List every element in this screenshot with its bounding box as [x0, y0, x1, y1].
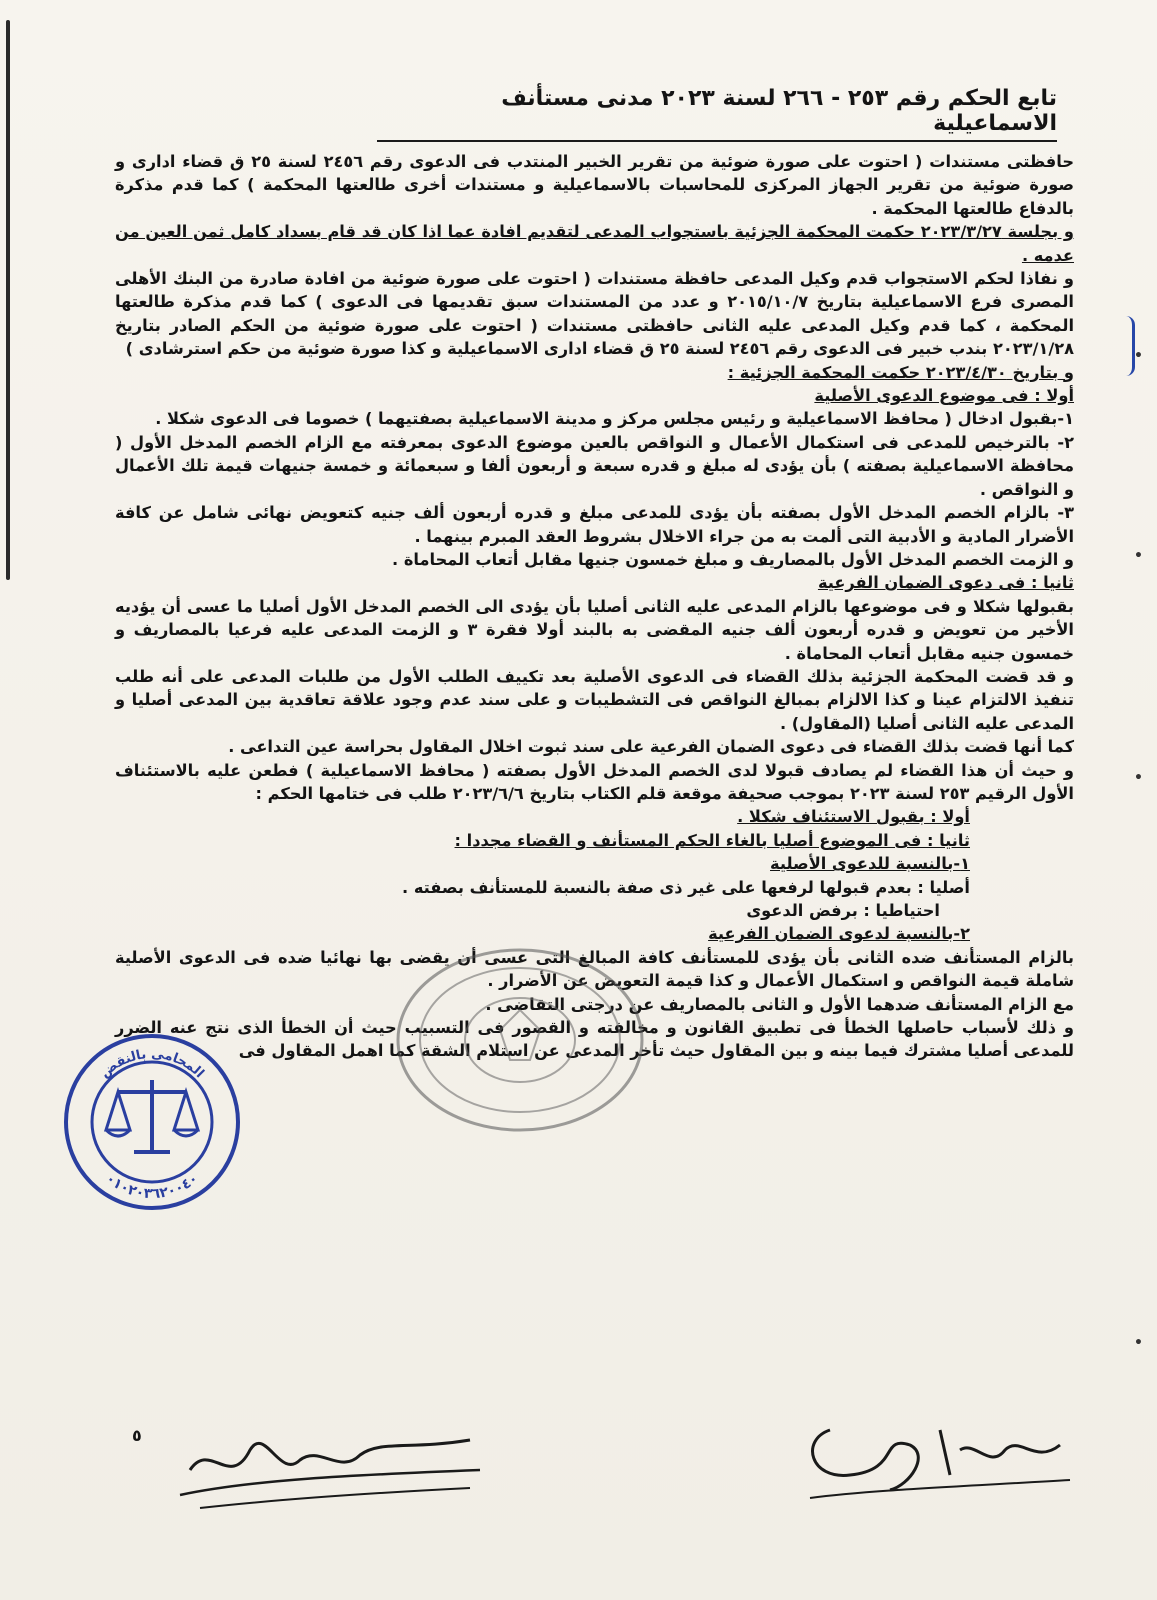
svg-text:٠١٠٢٠٣٦٢٠٠٤٠ — [103, 1171, 202, 1202]
paragraph: كما أنها قضت بذلك القضاء فى دعوى الضمان الفرعية على سند ثبوت اخلال المقاول بحراسة عين التداعى . — [228, 737, 1074, 757]
paragraph: ٣- بالزام الخصم المدخل الأول بصفته بأن يؤدى للمدعى مبلغ و قدره أربعون ألف جنيه كتعويض نهائى شامل عن كافة الأضرار المادية و الأدبية التى ألمت به من جراء الاخلال بشروط العقد المبرم بينهما . — [115, 503, 1074, 546]
list-item: أولا : بقبول الاستئناف شكلا . — [737, 807, 970, 827]
paragraph: ١-بقبول ادخال ( محافظ الاسماعيلية و رئيس مجلس مركز و مدينة الاسماعيلية بصفتيهما ) خصوما فى الدعوى شكلا . — [155, 409, 1074, 429]
list-item: أصليا : بعدم قبولها لرفعها على غير ذى صفة بالنسبة للمستأنف بصفته . — [402, 877, 970, 897]
paragraph: بالزام المستأنف ضده الثانى بأن يؤدى للمستأنف كافة المبالغ التى عسى أن يقضى بها نهائيا ضده فى الدعوى الأصلية شاملة قيمة النواقص و استكمال الأعمال و كذا قيمة التعويض عن الأضرار . — [115, 947, 1074, 991]
list-item: احتياطيا : برفض الدعوى — [746, 901, 940, 920]
signature-right-icon — [790, 1410, 1080, 1510]
official-seal-icon — [390, 940, 650, 1140]
page-header — [377, 86, 1057, 142]
lawyer-stamp-icon — [60, 1030, 245, 1215]
margin-pen-mark — [1126, 316, 1135, 376]
paragraph: و بجلسة ٢٠٢٣/٣/٢٧ حكمت المحكمة الجزئية باستجواب المدعى لتقديم افادة عما اذا كان قد قام بسداد كامل ثمن العين من عدمه . — [115, 222, 1074, 265]
stamp-phone: ٠١٠٢٠٣٦٢٠٠٤٠ — [102, 1170, 202, 1203]
stamp-ring-text: المحامى بالنقض — [97, 1046, 207, 1082]
paragraph: و بتاريخ ٢٠٢٣/٤/٣٠ حكمت المحكمة الجزئية : — [727, 362, 1074, 382]
list-item: ١-بالنسبة للدعوى الأصلية — [770, 854, 970, 874]
binding-edge — [6, 20, 10, 580]
paragraph: و الزمت الخصم المدخل الأول بالمصاريف و مبلغ خمسون جنيها مقابل أتعاب المحاماة . — [392, 549, 1074, 569]
document-body — [115, 150, 1080, 1063]
list-item: ٢-بالنسبة لدعوى الضمان الفرعية — [708, 924, 970, 944]
margin-tick: • — [1134, 548, 1143, 564]
paragraph: و ذلك لأسباب حاصلها الخطأ فى تطبيق القانون و مخالفته و القصور فى التسبيب حيث أن الخطأ الذى نتج عنه الضرر للمدعى أصليا مشترك فيما بينه و بين المقاول حيث تأخر المدعى عن استلام الشقة كما اهمل المقاول فى — [115, 1018, 1074, 1061]
page-number: ٥ — [132, 1426, 142, 1445]
signature-left-icon — [170, 1420, 500, 1520]
margin-tick: • — [1134, 1335, 1143, 1351]
paragraph: و نفاذا لحكم الاستجواب قدم وكيل المدعى حافظة مستندات ( احتوت على صورة ضوئية من افادة صادرة من البنك الأهلى المصرى فرع الاسماعيلية بتاريخ ٢٠١٥/١٠/٧ و عدد من المستندات سبق تقديمها فى الدعوى ) كما قدم مذكرة طالعتها المحكمة ، كما قدم وكيل المدعى عليه الثانى حافظتى مستندات ( احتوت على صورة ضوئية من الحكم الصادر بتاريخ ٢٠٢٣/١/٢٨ بندب خبير فى الدعوى رقم ٢٤٥٦ لسنة ٢٥ ق قضاء ادارى الاسماعيلية و كذا صورة ضوئية من حكم استرشادى ) — [115, 269, 1074, 359]
header-title: تابع الحكم رقم ٢٥٣ - ٢٦٦ لسنة ٢٠٢٣ مدنى مستأنف الاسماعيلية — [501, 86, 1057, 136]
paragraph: ٢- بالترخيص للمدعى فى استكمال الأعمال و النواقص بالعين موضوع الدعوى بمعرفته مع الزام الخصم المدخل الأول ( محافظة الاسماعيلية بصفته ) بأن يؤدى له مبلغ و قدره سبعة و أربعون ألفا و سبعمائة و خمسة جنيهات قيمة تلك الأعمال و النواقص . — [115, 432, 1074, 499]
section-heading: أولا : فى موضوع الدعوى الأصلية — [814, 386, 1074, 406]
paragraph: حافظتى مستندات ( احتوت على صورة ضوئية من تقرير الخبير المنتدب فى الدعوى رقم ٢٤٥٦ لسنة ٢٥ ق قضاء ادارى و صورة ضوئية من تقرير الجهاز المركزى للمحاسبات بالاسماعيلية و مستندات أخرى طالعتها المحكمة ) كما قدم مذكرة بالدفاع طالعتها المحكمة . — [115, 152, 1075, 218]
section-heading: ثانيا : فى دعوى الضمان الفرعية — [817, 573, 1074, 593]
paragraph: و حيث أن هذا القضاء لم يصادف قبولا لدى الخصم المدخل الأول بصفته ( محافظ الاسماعيلية ) فطعن عليه بالاستئناف الأول الرقيم ٢٥٣ لسنة ٢٠٢٣ بموجب صحيفة موقعة قلم الكتاب بتاريخ ٢٠٢٣/٦/٦ طلب فى ختامها الحكم : — [115, 760, 1074, 803]
margin-tick: • — [1134, 348, 1143, 364]
list-item: ثانيا : فى الموضوع أصليا بالغاء الحكم المستأنف و القضاء مجددا : — [454, 830, 970, 850]
paragraph: بقبولها شكلا و فى موضوعها بالزام المدعى عليه الثانى أصليا بأن يؤدى الى الخصم المدخل الأول أصليا ما عسى أن يؤديه الأخير من تعويض و قدره أربعون ألف جنيه المقضى به بالبند أولا فقرة ٣ و الزمت المدعى عليه فرعيا بالمصاريف و خمسون جنيه مقابل أتعاب المحاماة . — [115, 596, 1074, 663]
margin-tick: • — [1134, 770, 1143, 786]
paragraph: مع الزام المستأنف ضدهما الأول و الثانى بالمصاريف عن درجتى التقاضى . — [485, 994, 1074, 1014]
paragraph: و قد قضت المحكمة الجزئية بذلك القضاء فى الدعوى الأصلية بعد تكييف الطلب الأول من طلبات المدعى على أنه طلب تنفيذ الالتزام عينا و كذا الالزام بمبالغ النواقص فى التشطيبات و على سند عدم وجود علاقة تعاقدية بين المدعى أصليا و المدعى عليه الثانى أصليا (المقاول) . — [115, 666, 1074, 733]
